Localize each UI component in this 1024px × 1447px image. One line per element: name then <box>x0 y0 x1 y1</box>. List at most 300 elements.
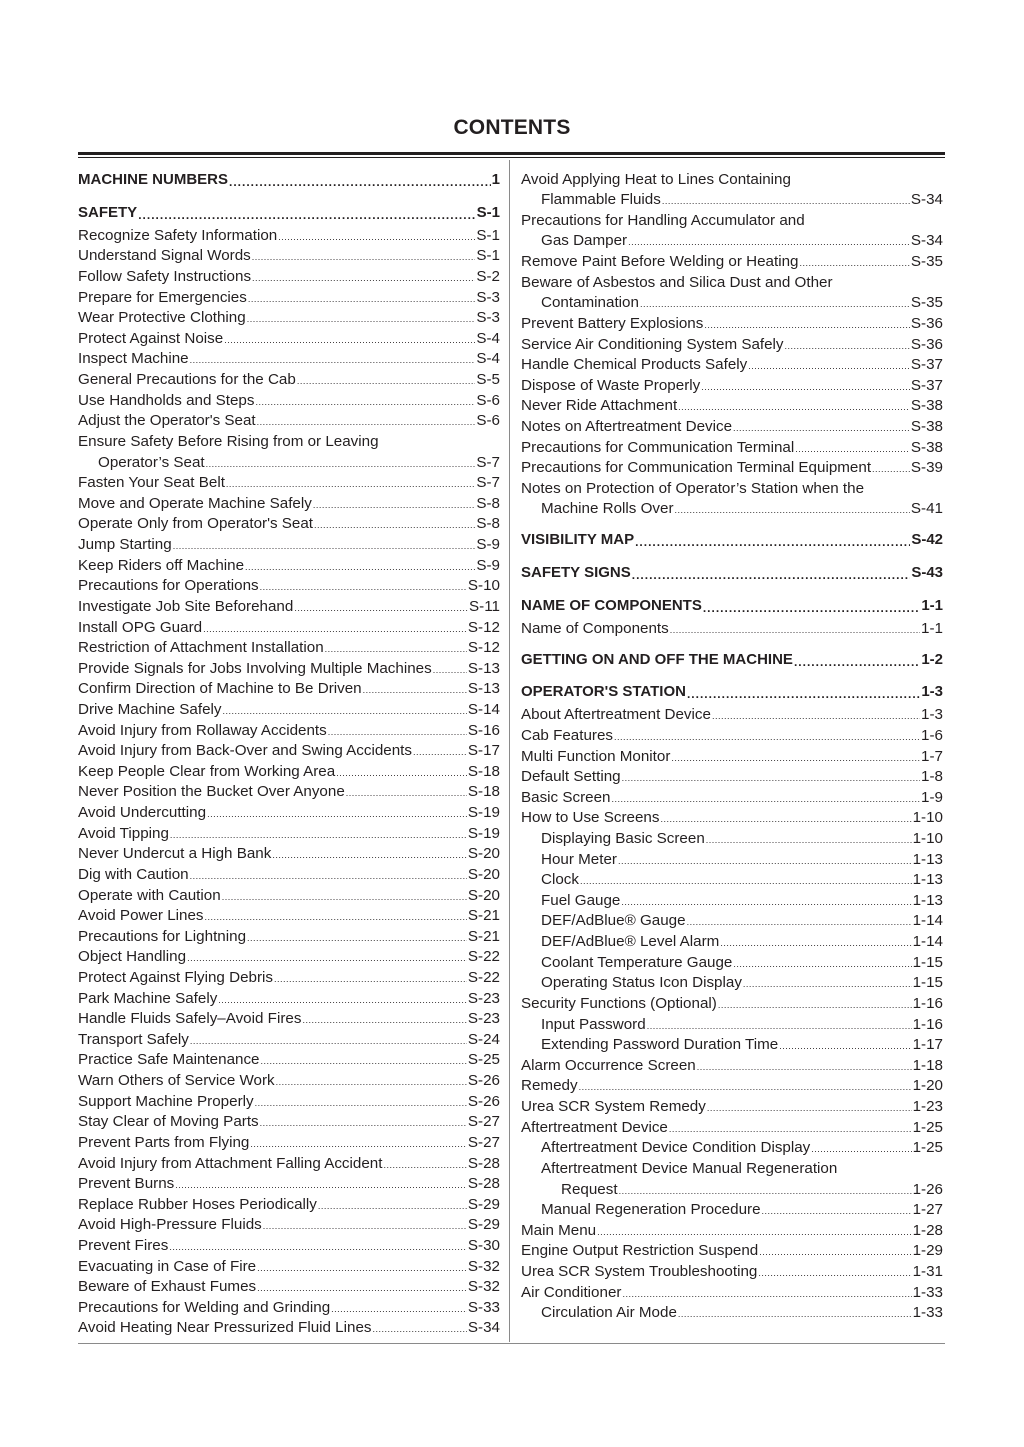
toc-entry <box>78 1277 500 1297</box>
dot-leader <box>703 596 920 616</box>
toc-page-number: S-13 <box>467 680 500 697</box>
toc-entry-title: Operator’s Seat <box>98 454 205 471</box>
toc-page-number: S-9 <box>476 557 500 574</box>
toc-entry <box>541 829 943 849</box>
toc-page-number: S-1 <box>476 227 500 244</box>
toc-page-number: S-35 <box>910 253 943 270</box>
toc-entry <box>78 886 500 906</box>
toc-entry-title: Machine Rolls Over <box>541 500 674 517</box>
toc-entry-continued-line: Beware of Asbestos and Silica Dust and Other <box>521 274 833 291</box>
toc-page-number: S-24 <box>467 1031 500 1048</box>
toc-entry-title: Avoid Power Lines <box>78 907 204 924</box>
toc-entry <box>78 1009 500 1029</box>
toc-entry <box>78 679 500 699</box>
toc-entry-title: Input Password <box>541 1016 646 1033</box>
toc-entry-title: Never Position the Bucket Over Anyone <box>78 783 345 800</box>
toc-entry <box>78 968 500 988</box>
toc-entry <box>78 370 500 390</box>
toc-page-number: 1-7 <box>921 748 943 765</box>
toc-entry <box>521 1241 943 1261</box>
toc-page-number: 1-1 <box>921 620 943 637</box>
dot-leader <box>619 1180 912 1200</box>
toc-entry-title: Transport Safely <box>78 1031 189 1048</box>
dot-leader <box>632 563 911 583</box>
toc-entry-title: Aftertreatment Device Condition Display <box>541 1139 811 1156</box>
dot-leader <box>173 535 476 555</box>
toc-entry-continued-line: Notes on Protection of Operator’s Station when the <box>521 480 865 497</box>
toc-entry-title: OPERATOR'S STATION <box>521 683 686 700</box>
toc-entry-title: Beware of Exhaust Fumes <box>78 1278 257 1295</box>
dot-leader <box>785 335 910 355</box>
toc-entry-title: Coolant Temperature Gauge <box>541 954 733 971</box>
toc-entry-title: Never Ride Attachment <box>521 397 678 414</box>
dot-leader <box>678 1303 912 1323</box>
dot-leader <box>743 973 912 993</box>
toc-section-heading <box>521 530 943 550</box>
toc-page-number: 1-25 <box>912 1119 943 1136</box>
toc-page-number: 1-10 <box>912 830 943 847</box>
toc-entry <box>78 473 500 493</box>
toc-entry-title: Security Functions (Optional) <box>521 995 717 1012</box>
dot-leader <box>190 349 476 369</box>
toc-entry <box>78 246 500 266</box>
toc-entry-continued-line: Precautions for Handling Accumulator and <box>521 212 805 229</box>
toc-page-number: S-20 <box>467 887 500 904</box>
dot-leader <box>580 870 912 890</box>
toc-entry <box>78 535 500 555</box>
toc-entry-title: Park Machine Safely <box>78 990 218 1007</box>
toc-entry-title: Restriction of Attachment Installation <box>78 639 324 656</box>
toc-entry-title: Inspect Machine <box>78 350 189 367</box>
toc-entry-title: Prevent Fires <box>78 1237 169 1254</box>
toc-entry <box>78 782 500 802</box>
toc-page-number: S-1 <box>476 247 500 264</box>
toc-page-number: S-28 <box>467 1175 500 1192</box>
toc-entry-title: Dig with Caution <box>78 866 189 883</box>
toc-entry <box>78 659 500 679</box>
toc-page-number: 1 <box>491 171 500 188</box>
toc-page-number: S-7 <box>476 454 500 471</box>
dot-leader <box>660 808 911 828</box>
dot-leader <box>614 726 920 746</box>
toc-entry-title: Displaying Basic Screen <box>541 830 705 847</box>
toc-entry <box>541 973 943 993</box>
toc-entry <box>98 453 500 473</box>
dot-leader <box>433 659 467 679</box>
toc-entry-title: Install OPG Guard <box>78 619 203 636</box>
toc-entry-title: Hour Meter <box>541 851 617 868</box>
toc-entry <box>78 803 500 823</box>
toc-entry-title: Avoid Tipping <box>78 825 169 842</box>
toc-entry <box>521 252 943 272</box>
toc-entry <box>78 927 500 947</box>
toc-entry-title: Precautions for Communication Terminal Equipment <box>521 459 872 476</box>
dot-leader <box>687 911 912 931</box>
dot-leader <box>276 1071 467 1091</box>
toc-page-number: S-34 <box>467 1319 500 1336</box>
dot-leader <box>413 741 467 761</box>
dot-leader <box>175 1174 467 1194</box>
dot-leader <box>313 494 476 514</box>
toc-page-number: S-12 <box>467 619 500 636</box>
toc-page-number: 1-14 <box>912 933 943 950</box>
dot-leader <box>383 1154 466 1174</box>
toc-entry <box>541 870 943 890</box>
toc-page-number: 1-13 <box>912 871 943 888</box>
toc-entry-title: Investigate Job Site Beforehand <box>78 598 294 615</box>
toc-entry-title: Avoid Injury from Attachment Falling Accident <box>78 1155 383 1172</box>
toc-entry <box>541 1035 943 1055</box>
toc-entry <box>541 499 943 519</box>
toc-entry <box>541 1200 943 1220</box>
toc-page-number: S-21 <box>467 928 500 945</box>
toc-entry <box>78 865 500 885</box>
toc-entry-title: Circulation Air Mode <box>541 1304 677 1321</box>
dot-leader <box>811 1138 911 1158</box>
dot-leader <box>799 252 909 272</box>
toc-entry <box>541 850 943 870</box>
toc-entry-title: SAFETY <box>78 204 138 221</box>
toc-entry <box>78 226 500 246</box>
toc-entry-title: Jump Starting <box>78 536 172 553</box>
toc-page-number: S-36 <box>910 336 943 353</box>
toc-entry-title: Avoid Heating Near Pressurized Fluid Lines <box>78 1319 372 1336</box>
dot-leader <box>318 1195 467 1215</box>
toc-page-number: S-28 <box>467 1155 500 1172</box>
toc-entry-title: DEF/AdBlue® Level Alarm <box>541 933 720 950</box>
toc-entry-title: Precautions for Operations <box>78 577 259 594</box>
toc-page-number: S-19 <box>467 825 500 842</box>
column-divider <box>509 160 510 1342</box>
toc-page-number: S-29 <box>467 1216 500 1233</box>
toc-entry <box>78 989 500 1009</box>
toc-entry <box>78 576 500 596</box>
dot-leader <box>622 1283 911 1303</box>
toc-entry-title: Manual Regeneration Procedure <box>541 1201 761 1218</box>
toc-entry <box>521 417 943 437</box>
dot-leader <box>250 1133 467 1153</box>
toc-entry-title: Avoid Injury from Rollaway Accidents <box>78 722 327 739</box>
toc-page-number: 1-15 <box>912 974 943 991</box>
toc-entry <box>521 376 943 396</box>
toc-entry-title: Alarm Occurrence Screen <box>521 1057 696 1074</box>
toc-entry-title: GETTING ON AND OFF THE MACHINE <box>521 651 793 668</box>
toc-entry-title: Fasten Your Seat Belt <box>78 474 225 491</box>
dot-leader <box>252 246 476 266</box>
toc-entry-continued-line: Avoid Applying Heat to Lines Containing <box>521 171 791 188</box>
toc-entry-title: Understand Signal Words <box>78 247 251 264</box>
toc-entry <box>78 1154 500 1174</box>
toc-entry <box>521 1076 943 1096</box>
toc-entry <box>541 1303 943 1323</box>
toc-entry-title: Main Menu <box>521 1222 597 1239</box>
toc-entry-title: Cab Features <box>521 727 614 744</box>
dot-leader <box>203 618 467 638</box>
dot-leader <box>328 721 467 741</box>
toc-page-number: 1-33 <box>912 1304 943 1321</box>
toc-page-number: S-23 <box>467 1010 500 1027</box>
toc-entry-title: Stay Clear of Moving Parts <box>78 1113 259 1130</box>
bottom-rule <box>78 1343 945 1344</box>
toc-page-number: 1-23 <box>912 1098 943 1115</box>
toc-page-number: S-20 <box>467 845 500 862</box>
dot-leader <box>671 747 920 767</box>
toc-entry-title: Dispose of Waste Properly <box>521 377 701 394</box>
dot-leader <box>336 762 467 782</box>
toc-section-heading <box>521 650 943 670</box>
toc-entry-title: Avoid Injury from Back-Over and Swing Accidents <box>78 742 412 759</box>
dot-leader <box>247 308 476 328</box>
toc-page-number: S-32 <box>467 1278 500 1295</box>
toc-entry <box>78 1215 500 1235</box>
toc-page-number: S-38 <box>910 418 943 435</box>
dot-leader <box>675 499 910 519</box>
toc-page-number: S-7 <box>476 474 500 491</box>
toc-entry-title: Urea SCR System Troubleshooting <box>521 1263 758 1280</box>
dot-leader <box>206 453 476 473</box>
dot-leader <box>224 329 475 349</box>
toc-page-number: 1-3 <box>921 706 943 723</box>
toc-entry <box>78 762 500 782</box>
toc-entry-title: Protect Against Flying Debris <box>78 969 273 986</box>
toc-entry <box>78 556 500 576</box>
dot-leader <box>257 1277 467 1297</box>
dot-leader <box>229 170 491 190</box>
dot-leader <box>762 1200 912 1220</box>
toc-page-number: 1-31 <box>912 1263 943 1280</box>
toc-page-number: S-14 <box>467 701 500 718</box>
toc-entry-title: Default Setting <box>521 768 621 785</box>
dot-leader <box>640 293 910 313</box>
dot-leader <box>255 391 475 411</box>
toc-entry-title: Name of Components <box>521 620 669 637</box>
toc-entry <box>78 411 500 431</box>
toc-entry-title: Handle Fluids Safely–Avoid Fires <box>78 1010 302 1027</box>
dot-leader <box>794 650 920 670</box>
dot-leader <box>748 355 910 375</box>
dot-leader <box>190 1030 467 1050</box>
toc-entry-title: Support Machine Properly <box>78 1093 254 1110</box>
toc-page-number: S-33 <box>467 1299 500 1316</box>
toc-entry-title: Notes on Aftertreatment Device <box>521 418 733 435</box>
toc-entry-title: Confirm Direction of Machine to Be Driven <box>78 680 362 697</box>
dot-leader <box>706 829 912 849</box>
dot-leader <box>678 396 910 416</box>
toc-page-number: S-8 <box>476 495 500 512</box>
toc-entry <box>78 721 500 741</box>
toc-entry <box>521 458 943 478</box>
toc-entry-title: Extending Password Duration Time <box>541 1036 779 1053</box>
toc-entry-title: Multi Function Monitor <box>521 748 671 765</box>
toc-entry-title: Adjust the Operator's Seat <box>78 412 256 429</box>
toc-page-number: S-35 <box>910 294 943 311</box>
toc-entry-title: Avoid High-Pressure Fluids <box>78 1216 262 1233</box>
toc-page-number: S-30 <box>467 1237 500 1254</box>
toc-entry-title: Request <box>561 1181 618 1198</box>
toc-page-number: 1-1 <box>921 597 943 614</box>
dot-leader <box>635 530 910 550</box>
toc-entry-title: Operate with Caution <box>78 887 221 904</box>
toc-entry <box>521 705 943 725</box>
dot-leader <box>245 556 475 576</box>
toc-entry <box>541 911 943 931</box>
toc-page-number: 1-13 <box>912 892 943 909</box>
dot-leader <box>248 288 476 308</box>
toc-page-number: 1-10 <box>912 809 943 826</box>
toc-entry <box>541 932 943 952</box>
toc-entry <box>78 1092 500 1112</box>
toc-page-number: S-37 <box>910 356 943 373</box>
toc-page-number: S-37 <box>910 377 943 394</box>
dot-leader <box>687 682 920 702</box>
toc-entry-title: Precautions for Communication Terminal <box>521 439 795 456</box>
toc-section-heading <box>78 170 500 190</box>
dot-leader <box>261 1050 467 1070</box>
toc-page-number: S-3 <box>476 309 500 326</box>
dot-leader <box>618 850 912 870</box>
dot-leader <box>325 638 467 658</box>
toc-entry-title: Protect Against Noise <box>78 330 224 347</box>
toc-entry <box>78 947 500 967</box>
toc-entry <box>78 288 500 308</box>
toc-entry <box>521 314 943 334</box>
toc-page-number: S-4 <box>476 350 500 367</box>
dot-leader <box>704 314 910 334</box>
toc-page-number: 1-6 <box>921 727 943 744</box>
toc-entry <box>521 355 943 375</box>
toc-page-number: S-27 <box>467 1113 500 1130</box>
dot-leader <box>187 947 467 967</box>
dot-leader <box>223 700 467 720</box>
toc-page-number: S-12 <box>467 639 500 656</box>
toc-entry <box>78 1174 500 1194</box>
dot-leader <box>260 576 467 596</box>
toc-entry-title: Follow Safety Instructions <box>78 268 252 285</box>
toc-page-number: 1-16 <box>912 1016 943 1033</box>
toc-section-heading <box>78 203 500 223</box>
dot-leader <box>222 886 467 906</box>
toc-entry <box>521 335 943 355</box>
toc-entry <box>78 906 500 926</box>
toc-entry <box>521 1283 943 1303</box>
toc-entry-title: Handle Chemical Products Safely <box>521 356 748 373</box>
toc-page-number: 1-15 <box>912 954 943 971</box>
toc-entry-title: Gas Damper <box>541 232 628 249</box>
dot-leader <box>712 705 920 725</box>
dot-leader <box>252 267 475 287</box>
dot-leader <box>758 1262 911 1282</box>
toc-page-number: S-3 <box>476 289 500 306</box>
toc-entry-title: Keep People Clear from Working Area <box>78 763 336 780</box>
toc-page-number: 1-3 <box>921 683 943 700</box>
toc-page-number: S-18 <box>467 763 500 780</box>
toc-entry <box>521 1097 943 1117</box>
toc-page-number: S-21 <box>467 907 500 924</box>
toc-page-number: S-34 <box>910 191 943 208</box>
dot-leader <box>669 1118 912 1138</box>
toc-entry-title: Urea SCR System Remedy <box>521 1098 706 1115</box>
dot-leader <box>257 411 476 431</box>
dot-leader <box>363 679 467 699</box>
toc-page-number: S-38 <box>910 439 943 456</box>
dot-leader <box>331 1298 467 1318</box>
dot-leader <box>579 1076 912 1096</box>
toc-page-number: S-39 <box>910 459 943 476</box>
toc-entry <box>78 1071 500 1091</box>
toc-page-number: 1-28 <box>912 1222 943 1239</box>
toc-page-number: S-41 <box>910 500 943 517</box>
dot-leader <box>718 994 912 1014</box>
toc-entry-title: Remedy <box>521 1077 578 1094</box>
toc-page-number: S-36 <box>910 315 943 332</box>
dot-leader <box>226 473 475 493</box>
dot-leader <box>373 1318 467 1338</box>
toc-entry-title: Replace Rubber Hoses Periodically <box>78 1196 317 1213</box>
toc-page-number: 1-18 <box>912 1057 943 1074</box>
dot-leader <box>795 438 910 458</box>
dot-leader <box>872 458 910 478</box>
dot-leader <box>169 1236 467 1256</box>
toc-page-number: S-16 <box>467 722 500 739</box>
dot-leader <box>263 1215 467 1235</box>
toc-page-number: S-6 <box>476 412 500 429</box>
dot-leader <box>257 1257 467 1277</box>
toc-page-number: S-26 <box>467 1072 500 1089</box>
dot-leader <box>314 514 475 534</box>
toc-entry-title: Contamination <box>541 294 639 311</box>
dot-leader <box>597 1221 911 1241</box>
toc-entry <box>78 1195 500 1215</box>
dot-leader <box>697 1056 912 1076</box>
toc-entry <box>78 1236 500 1256</box>
toc-entry-title: Clock <box>541 871 579 888</box>
toc-entry <box>78 638 500 658</box>
toc-page-number: 1-2 <box>921 651 943 668</box>
dot-leader <box>346 782 467 802</box>
dot-leader <box>628 231 910 251</box>
toc-entry <box>541 231 943 251</box>
toc-section-heading <box>521 596 943 616</box>
toc-entry-title: Recognize Safety Information <box>78 227 278 244</box>
dot-leader <box>207 803 467 823</box>
toc-entry <box>78 1318 500 1338</box>
toc-entry-title: Evacuating in Case of Fire <box>78 1258 257 1275</box>
dot-leader <box>707 1097 912 1117</box>
toc-entry-title: Air Conditioner <box>521 1284 622 1301</box>
dot-leader <box>302 1009 466 1029</box>
toc-page-number: S-9 <box>476 536 500 553</box>
toc-entry <box>521 396 943 416</box>
toc-entry <box>521 767 943 787</box>
toc-page-number: 1-9 <box>921 789 943 806</box>
toc-entry-title: Practice Safe Maintenance <box>78 1051 260 1068</box>
toc-entry-title: Engine Output Restriction Suspend <box>521 1242 759 1259</box>
toc-entry <box>521 808 943 828</box>
dot-leader <box>662 190 910 210</box>
toc-entry-title: Aftertreatment Device <box>521 1119 668 1136</box>
toc-entry <box>78 618 500 638</box>
dot-leader <box>247 927 467 947</box>
toc-entry <box>561 1180 943 1200</box>
toc-entry <box>521 747 943 767</box>
toc-entry <box>541 1015 943 1035</box>
dot-leader <box>218 989 467 1009</box>
toc-page-number: S-32 <box>467 1258 500 1275</box>
toc-entry-title: Keep Riders off Machine <box>78 557 245 574</box>
dot-leader <box>138 203 475 223</box>
toc-entry <box>78 349 500 369</box>
toc-page-number: 1-26 <box>912 1181 943 1198</box>
